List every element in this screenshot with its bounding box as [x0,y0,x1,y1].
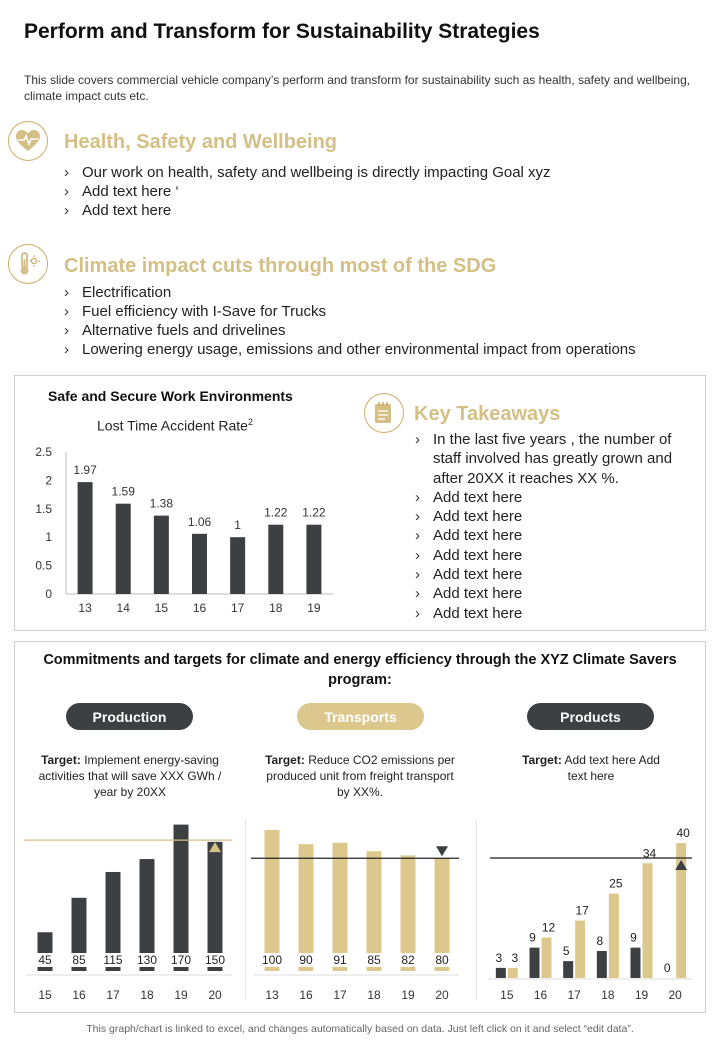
list-item: › Our work on health, safety and wellbeing is directly impacting Goal xyz [62,163,551,182]
section-climate-title: Climate impact cuts through most of the SDG [64,255,497,277]
x-tick-label: 19 [307,601,321,615]
bar [154,516,169,594]
y-tick-label: 0.5 [35,558,52,573]
section-climate-list [62,283,636,359]
data-label: 85 [367,953,381,967]
x-tick-label: 13 [78,601,92,615]
x-tick-label: 16 [192,601,207,615]
data-label: 85 [72,953,86,967]
production-pill: Production [66,703,193,730]
key-takeaways-title: Key Takeaways [414,403,561,425]
list-item: › Lowering energy usage, emissions and other environmental impact from operations [62,340,636,359]
data-label: 8 [596,934,604,948]
data-label: 3 [511,950,519,965]
products-pill: Products [527,703,654,730]
bar [265,830,280,971]
list-item: › Add text here [413,546,695,565]
bar [575,921,585,978]
bar [174,825,189,971]
commitments-title: Commitments and targets for climate and energy efficiency through the XYZ Climate Savers program: [43,652,677,688]
data-label: 130 [136,953,158,967]
heart-pulse-icon [8,121,48,161]
safe-work-title: Safe and Secure Work Environments [48,388,293,404]
x-tick-label: 15 [500,988,514,1002]
x-tick-label: 18 [269,601,283,615]
data-label: 80 [435,953,449,967]
list-item: › Alternative fuels and drivelines [62,321,636,340]
data-label: 25 [609,876,623,891]
x-tick-label: 15 [154,601,169,615]
list-item: › Electrification [62,283,636,302]
x-tick-label: 18 [601,988,615,1002]
bar [563,961,573,978]
data-label: 170 [170,953,192,967]
target-marker [436,846,448,856]
data-label: 3 [495,950,503,965]
page-description: This slide covers commercial vehicle company’s perform and transform for sustainability such as health, safety and wellbeing, climate impact cuts etc. [24,73,691,103]
page-title: Perform and Transform for Sustainability Strategies [24,20,540,43]
footer-note: This graph/chart is linked to excel, and changes automatically based on data. Just left click on it and select “edit data”. [86,1023,634,1035]
y-tick-label: 2 [45,473,52,488]
x-tick-label: 15 [38,988,52,1002]
key-takeaways-list [413,430,695,623]
x-tick-label: 16 [72,988,86,1002]
data-label: 1.06 [187,514,212,529]
data-label: 1.97 [73,463,97,478]
data-label: 90 [299,953,313,967]
x-tick-label: 17 [333,988,347,1002]
bar [299,844,314,971]
x-tick-label: 20 [668,988,682,1002]
data-label: 1 [234,518,241,533]
x-tick-label: 19 [634,988,649,1002]
list-item: › Add text here ‘ [62,182,551,201]
list-item: › Fuel efficiency with I-Save for Trucks [62,302,636,321]
accident-chart-title: Lost Time Accident Rate$^2$ [97,417,253,434]
bar [508,968,518,978]
list-item: › Add text here [62,201,551,220]
list-item: › Add text here [413,507,695,526]
list-item: › Add text here [413,526,695,545]
bar [208,842,223,971]
data-label: 5 [562,944,570,959]
data-label: 9 [529,930,536,945]
x-tick-label: 18 [367,988,381,1002]
data-label: 40 [676,826,690,840]
data-label: 150 [204,953,226,967]
x-tick-label: 20 [435,988,449,1002]
bar [306,525,321,594]
notepad-icon [364,393,404,433]
divider [245,820,246,1000]
data-label: 34 [642,846,657,861]
data-label: 115 [103,953,123,967]
data-label: 45 [38,953,52,967]
x-tick-label: 18 [140,988,154,1002]
y-tick-label: 1.5 [35,501,52,516]
transports-pill: Transports [297,703,424,730]
data-label: 9 [630,930,637,945]
products-chart [480,808,700,1008]
x-tick-label: 14 [116,601,130,615]
transports-chart [249,808,469,1008]
bar [609,894,619,978]
data-label: 1.22 [264,505,288,520]
divider [476,820,477,1000]
x-tick-label: 17 [230,601,245,615]
x-tick-label: 13 [265,988,279,1002]
data-label: 1.38 [149,496,174,511]
x-tick-label: 17 [106,988,120,1002]
data-label: 17 [575,903,589,918]
bar [333,843,348,971]
y-tick-label: 2.5 [35,445,52,459]
data-label: 91 [333,953,347,967]
list-item: › Add text here [413,604,695,623]
data-label: 0 [663,961,671,975]
bar [542,938,552,979]
bar [78,482,93,594]
data-label: 1.59 [111,484,135,499]
bar [116,504,131,594]
production-target: Target: Implement energy-saving activities that will save XXX GWh / year by 20XX [38,753,222,799]
section-health-title: Health, Safety and Wellbeing [64,131,338,153]
bar [230,537,245,594]
production-chart [22,808,242,1008]
list-item: › In the last five years , the number of staff involved has greatly grown and after 20XX it reaches XX %. [413,430,695,488]
list-item: › Add text here [413,488,695,507]
bar [631,948,641,978]
bar [530,948,540,978]
x-tick-label: 19 [401,988,415,1002]
bar [192,534,207,594]
list-item: › Add text here [413,584,695,603]
bar [597,951,607,978]
transports-target: Target: Reduce CO2 emissions per produced unit from freight transport by XX%. [265,753,455,799]
data-label: 12 [541,920,556,935]
y-tick-label: 0 [45,587,52,601]
bar [643,863,653,978]
x-tick-label: 16 [299,988,313,1002]
section-health-list [62,163,551,220]
x-tick-label: 16 [533,988,548,1002]
x-tick-label: 19 [174,988,188,1002]
x-tick-label: 17 [567,988,581,1002]
data-label: 100 [261,953,283,967]
accident-rate-chart [28,440,348,620]
bar [268,525,283,594]
y-tick-label: 1 [45,530,52,545]
list-item: › Add text here [413,565,695,584]
thermometer-sun-icon [8,244,48,284]
data-label: 82 [401,953,415,967]
data-label: 1.22 [302,505,326,520]
bar [496,968,506,978]
products-target: Target: Add text here Add text here [522,753,660,783]
x-tick-label: 20 [208,988,222,1002]
